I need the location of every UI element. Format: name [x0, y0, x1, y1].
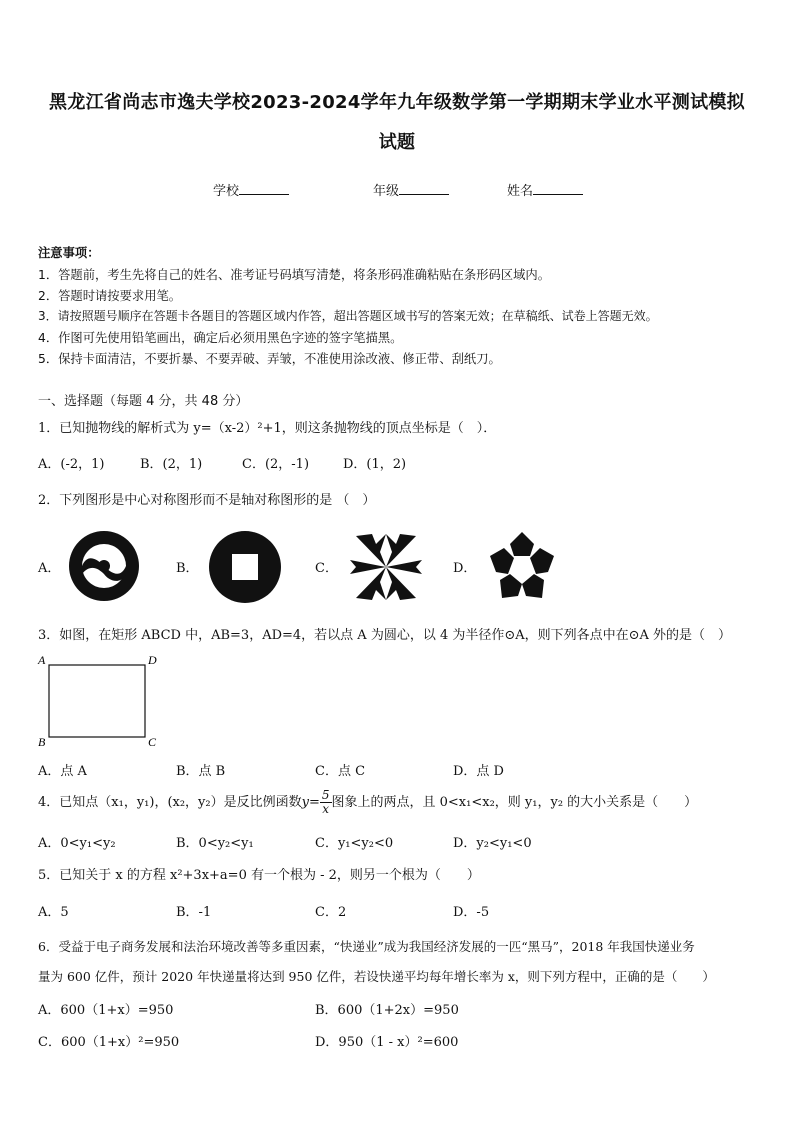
- q6-option-c: C．600（1+x）²=950: [38, 1035, 180, 1050]
- q4-fraction: [320, 789, 332, 816]
- q4-option-d: D．y₂<y₁<0: [453, 836, 532, 851]
- q5-option-b: B．-1: [176, 905, 212, 920]
- q5-option-d: D．-5: [453, 905, 490, 920]
- school-label: 学校: [213, 184, 240, 199]
- name-blank: [533, 182, 583, 195]
- question-5-stem: 5．已知关于 x 的方程 x²+3x+a=0 有一个根为 - 2，则另一个根为（ ）: [38, 868, 480, 883]
- name-field: [507, 180, 583, 199]
- question-6-stem-line1: 6．受益于电子商务发展和法治环境改善等多重因素，“快递业”成为我国经济发展的一匹“黑马”，2018 年我国快递业务: [38, 939, 695, 954]
- q1-option-b: B．(2，1): [140, 457, 203, 472]
- q2-option-d-label: D．: [453, 561, 477, 576]
- coin-square-hole-icon: [208, 530, 282, 604]
- school-field: [213, 180, 289, 199]
- q3-option-b: B．点 B: [176, 764, 226, 779]
- vertex-b-label: B: [38, 735, 46, 748]
- q3-option-d: D．点 D: [453, 764, 504, 779]
- note-item: 2．答题时请按要求用笔。: [38, 289, 182, 303]
- q1-option-d: D．(1，2): [343, 457, 407, 472]
- q4-option-c: C．y₁<y₂<0: [315, 836, 394, 851]
- note-item: 4．作图可先使用铅笔画出，确定后必须用黑色字迹的签字笔描黑。: [38, 331, 403, 345]
- note-item: 1．答题前，考生先将自己的姓名、准考证号码填写清楚，将条形码准确粘贴在条形码区域内。: [38, 268, 550, 282]
- q4-option-b: B．0<y₂<y₁: [176, 836, 254, 851]
- question-6-stem-line2: 量为 600 亿件，预计 2020 年快递量将达到 950 亿件，若设快递平均每年增长率为 x，则下列方程中，正确的是（ ）: [38, 969, 715, 984]
- q6-option-a: A．600（1+x）=950: [38, 1003, 174, 1018]
- q4-fraction-denominator: x: [322, 802, 330, 816]
- q2-option-c-label: C．: [315, 561, 338, 576]
- vertex-d-label: D: [148, 653, 157, 667]
- q1-option-c: C．(2，-1): [242, 457, 310, 472]
- name-label: 姓名: [507, 184, 534, 199]
- exam-title-line1: 黑龙江省尚志市逸夫学校2023-2024学年九年级数学第一学期期末学业水平测试模拟: [49, 92, 745, 113]
- grade-blank: [399, 182, 449, 195]
- q5-option-a: A．5: [38, 905, 69, 920]
- grade-label: 年级: [373, 184, 400, 199]
- question-3-stem: 3．如图，在矩形 ABCD 中，AB=3，AD=4，若以点 A 为圆心，以 4 为半径作⊙A，则下列各点中在⊙A 外的是（ ）: [38, 628, 732, 643]
- q6-option-b: B．600（1+2x）=950: [315, 1003, 459, 1018]
- vertex-a-label: A: [38, 653, 46, 667]
- grade-field: [373, 180, 449, 199]
- q2-option-a-label: A．: [38, 561, 61, 576]
- swirl-disc-icon: [68, 530, 140, 602]
- q4-stem-part-b: 图象上的两点，且 0<x₁<x₂，则 y₁，y₂ 的大小关系是（ ）: [331, 795, 698, 810]
- vertex-c-label: C: [148, 735, 157, 748]
- q3-option-c: C．点 C: [315, 764, 366, 779]
- notes-heading: 注意事项：: [38, 246, 100, 260]
- exam-title-line2: 试题: [378, 132, 416, 153]
- q4-stem-part-a: 4．已知点（x₁，y₁)，(x₂，y₂）是反比例函数: [38, 795, 302, 810]
- q2-option-b-label: B．: [176, 561, 199, 576]
- note-item: 3．请按照题号顺序在答题卡各题目的答题区域内作答，超出答题区域书写的答案无效；在草稿纸、试卷上答题无效。: [38, 309, 658, 323]
- section-heading: 一、选择题（每题 4 分，共 48 分）: [38, 394, 249, 409]
- note-item: 5．保持卡面清洁，不要折暴、不要弄破、弄皱，不准使用涂改液、修正带、刮纸刀。: [38, 352, 501, 366]
- q3-option-a: A．点 A: [38, 764, 87, 779]
- school-blank: [239, 182, 289, 195]
- q1-option-a: A．(-2，1): [38, 457, 105, 472]
- q4-fraction-numerator: 5: [321, 788, 330, 802]
- four-petal-knot-icon: [346, 530, 426, 604]
- pentagon-flower-icon: [486, 530, 558, 602]
- q6-option-d: D．950（1 - x）²=600: [315, 1035, 459, 1050]
- q4-function-y: y=: [301, 795, 320, 810]
- q5-option-c: C．2: [315, 905, 347, 920]
- question-2-stem: 2．下列图形是中心对称图形而不是轴对称图形的是 （ ）: [38, 493, 376, 508]
- question-4-stem: [38, 785, 697, 821]
- question-1-stem: 1．已知抛物线的解析式为 y=（x-2）²+1，则这条抛物线的顶点坐标是（ ）．: [38, 421, 497, 436]
- q4-option-a: A．0<y₁<y₂: [38, 836, 116, 851]
- rectangle-abcd-figure: [36, 652, 166, 748]
